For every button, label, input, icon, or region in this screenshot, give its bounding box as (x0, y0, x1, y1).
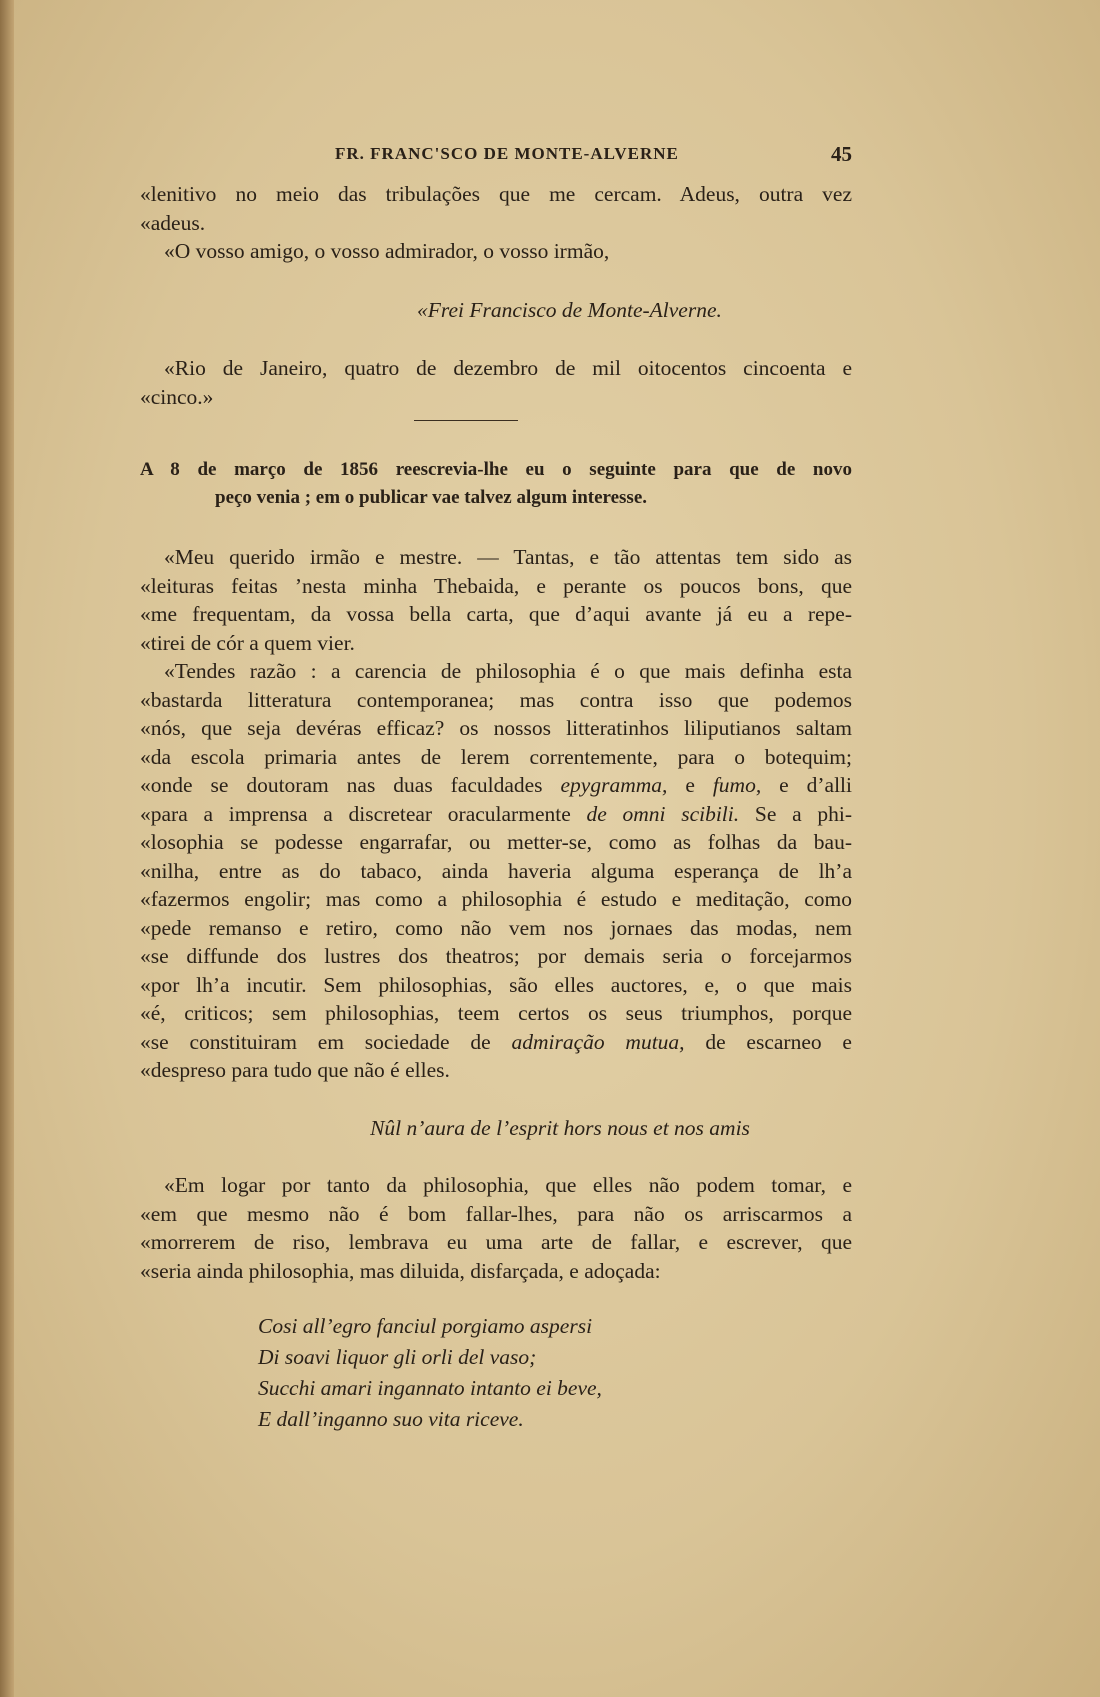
text-line: «Rio de Janeiro, quatro de dezembro de mil oitocentos cincoenta e (164, 356, 852, 380)
text-run: Se a phi- (739, 801, 852, 826)
text-line: «nós, que seja devéras efficaz? os nossos litteratinhos liliputianos saltam (140, 716, 852, 740)
intro-paragraph (140, 456, 852, 512)
paragraph-3 (140, 1171, 852, 1285)
text-run: «para a imprensa a discretear oracularmente (140, 801, 587, 826)
text-run: e (667, 773, 713, 797)
italic-term: epygramma, (560, 773, 668, 797)
text-line: «Tendes razão : a carencia de philosophia é o que mais definha esta (164, 659, 852, 683)
french-quote (0, 1116, 1100, 1141)
text-line: «despreso para tudo que não é elles. (140, 1058, 450, 1082)
text-line: «por lh’a incutir. Sem philosophias, são elles auctores, e, o que mais (140, 972, 852, 997)
text-line: «em que mesmo não é bom fallar-lhes, para não os arriscarmos a (140, 1201, 852, 1226)
text-run: e d’alli (761, 773, 853, 797)
text-run: «se constituiram em sociedade de (140, 1029, 512, 1054)
text-line: «se diffunde dos lustres dos theatros; por demais seria o forcejarmos (140, 944, 852, 968)
text-line: peço venia ; em o publicar vae talvez algum interesse. (215, 487, 648, 508)
verse-line: Cosi all’egro fanciul porgiamo aspersi (258, 1314, 593, 1338)
text-line: «lenitivo no meio das tribulações que me cercam. Adeus, outra vez (140, 182, 852, 206)
paragraph-1 (140, 543, 852, 657)
text-line: «tirei de cór a quem vier. (140, 630, 355, 655)
letter-close-block (140, 180, 852, 266)
text-line: «O vosso amigo, o vosso admirador, o vosso irmão, (164, 239, 610, 263)
running-head (140, 144, 852, 168)
date-block (140, 354, 852, 411)
verse-line: Di soavi liquor gli orli del vaso; (258, 1345, 537, 1369)
text-line: «morrerem de riso, lembrava eu uma arte de fallar, e escrever, que (140, 1230, 852, 1254)
italic-term: de omni scibili. (586, 801, 740, 826)
text-line: «nilha, entre as do tabaco, ainda haveria alguma esperança de lh’a (140, 858, 852, 883)
section-divider (414, 420, 518, 421)
running-title: FR. FRANC'SCO DE MONTE-ALVERNE (335, 144, 679, 163)
text-line: «Em logar por tanto da philosophia, que elles não podem tomar, e (164, 1173, 852, 1197)
text-line: «me frequentam, da vossa bella carta, que d’aqui avante já eu a repe- (140, 602, 852, 626)
text-run: de escarneo e (684, 1029, 852, 1054)
text-line (140, 771, 852, 800)
text-line: «Meu querido irmão e mestre. — Tantas, e tão attentas tem sido as (164, 545, 852, 569)
text-line: «bastarda litteratura contemporanea; mas contra isso que podemos (140, 687, 852, 712)
verse-line: E dall’inganno suo vita riceve. (258, 1407, 524, 1431)
quote-text: Nûl n’aura de l’esprit hors nous et nos amis (370, 1116, 750, 1140)
text-line: «seria ainda philosophia, mas diluida, disfarçada, e adoçada: (140, 1258, 661, 1283)
text-line: «losophia se podesse engarrafar, ou metter-se, como as folhas da bau- (140, 830, 852, 854)
text-line (140, 1028, 852, 1057)
text-line (140, 800, 852, 829)
italian-verse (258, 1311, 602, 1435)
text-line: «pede remanso e retiro, como não vem nos jornaes das modas, nem (140, 915, 852, 940)
italic-term: admiração mutua, (511, 1029, 685, 1054)
page-number: 45 (831, 142, 852, 166)
text-line: «fazermos engolir; mas como a philosophia é estudo e meditação, como (140, 887, 852, 911)
text-line: «da escola primaria antes de lerem correntemente, para o botequim; (140, 744, 852, 769)
text-run: «onde se doutoram nas duas faculdades (140, 773, 561, 797)
text-line: «é, criticos; sem philosophias, teem certos os seus triumphos, porque (140, 1001, 852, 1025)
text-line: «leituras feitas ’nesta minha Thebaida, e perante os poucos bons, que (140, 573, 852, 598)
paragraph-2 (140, 657, 852, 1085)
text-line: A 8 de março de 1856 reescrevia-lhe eu o seguinte para que de novo (140, 459, 852, 480)
page-edge (0, 0, 14, 1697)
text-line: «cinco.» (140, 384, 214, 409)
text-line: «adeus. (140, 210, 206, 235)
signature: «Frei Francisco de Monte-Alverne. (417, 298, 722, 322)
italic-term: fumo, (712, 773, 762, 797)
verse-line: Succhi amari ingannato intanto ei beve, (258, 1376, 602, 1400)
